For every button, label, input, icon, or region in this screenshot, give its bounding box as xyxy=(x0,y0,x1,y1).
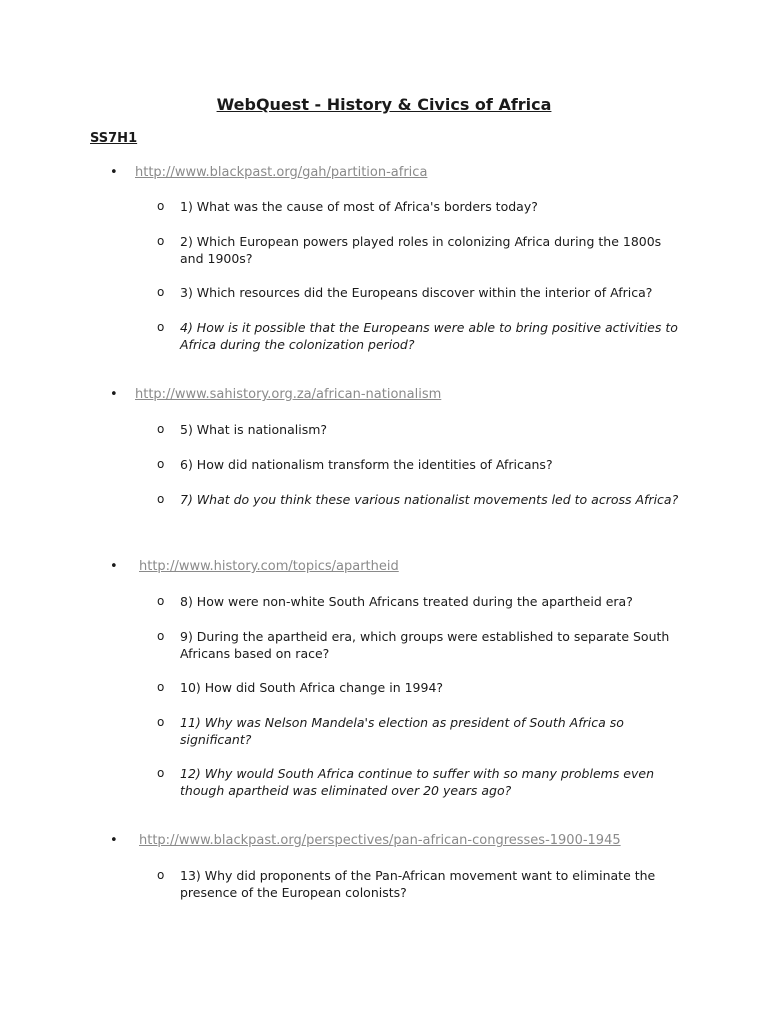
question-text: 12) Why would South Africa continue to suffer with so many problems even though apartheid was eliminated over 20 years ago? xyxy=(180,766,654,798)
question-6 xyxy=(157,456,687,473)
sub-bullet-icon: o xyxy=(157,680,165,694)
bullet-icon: • xyxy=(110,387,118,402)
question-13 xyxy=(157,867,687,901)
sub-bullet-icon: o xyxy=(157,766,165,780)
section-2-link[interactable]: http://www.sahistory.org.za/african-nationalism xyxy=(135,387,442,402)
question-text: 13) Why did proponents of the Pan-African movement want to eliminate the presence of the European colonists? xyxy=(180,868,656,900)
question-text: 8) How were non-white South Africans treated during the apartheid era? xyxy=(180,594,633,609)
sub-bullet-icon: o xyxy=(157,492,165,506)
document-title: WebQuest - History & Civics of Africa xyxy=(216,95,552,114)
question-text: 1) What was the cause of most of Africa's borders today? xyxy=(180,199,538,214)
question-text: 2) Which European powers played roles in colonizing Africa during the 1800s and 1900s? xyxy=(180,234,662,266)
section-4-link[interactable]: http://www.blackpast.org/perspectives/pan-african-congresses-1900-1945 xyxy=(139,833,621,848)
bullet-icon: • xyxy=(110,833,118,848)
question-text: 10) How did South Africa change in 1994? xyxy=(180,680,444,695)
question-7 xyxy=(157,491,687,508)
standard-code: SS7H1 xyxy=(90,131,138,146)
question-4 xyxy=(157,319,687,353)
section-1-link[interactable]: http://www.blackpast.org/gah/partition-africa xyxy=(135,165,428,180)
question-text: 9) During the apartheid era, which groups were established to separate South Africans based on race? xyxy=(180,629,670,661)
sub-bullet-icon: o xyxy=(157,234,165,248)
question-8 xyxy=(157,593,687,610)
sub-bullet-icon: o xyxy=(157,457,165,471)
sub-bullet-icon: o xyxy=(157,285,165,299)
question-11 xyxy=(157,714,687,748)
question-text: 6) How did nationalism transform the identities of Africans? xyxy=(180,457,553,472)
question-10 xyxy=(157,679,687,696)
question-1 xyxy=(157,198,687,215)
sub-bullet-icon: o xyxy=(157,422,165,436)
bullet-icon: • xyxy=(110,559,118,574)
question-text: 5) What is nationalism? xyxy=(180,422,328,437)
sub-bullet-icon: o xyxy=(157,629,165,643)
question-5 xyxy=(157,421,687,438)
bullet-icon: • xyxy=(110,165,118,180)
question-text: 3) Which resources did the Europeans discover within the interior of Africa? xyxy=(180,285,653,300)
sub-bullet-icon: o xyxy=(157,320,165,334)
question-9 xyxy=(157,628,687,662)
question-text: 4) How is it possible that the Europeans were able to bring positive activities to Africa during the colonization period? xyxy=(180,320,678,352)
question-text: 7) What do you think these various nationalist movements led to across Africa? xyxy=(180,492,679,507)
sub-bullet-icon: o xyxy=(157,868,165,882)
question-2 xyxy=(157,233,687,267)
question-3 xyxy=(157,284,687,301)
sub-bullet-icon: o xyxy=(157,715,165,729)
question-12 xyxy=(157,765,687,799)
sub-bullet-icon: o xyxy=(157,199,165,213)
section-3-link[interactable]: http://www.history.com/topics/apartheid xyxy=(139,559,399,574)
sub-bullet-icon: o xyxy=(157,594,165,608)
question-text: 11) Why was Nelson Mandela's election as president of South Africa so significant? xyxy=(180,715,624,747)
